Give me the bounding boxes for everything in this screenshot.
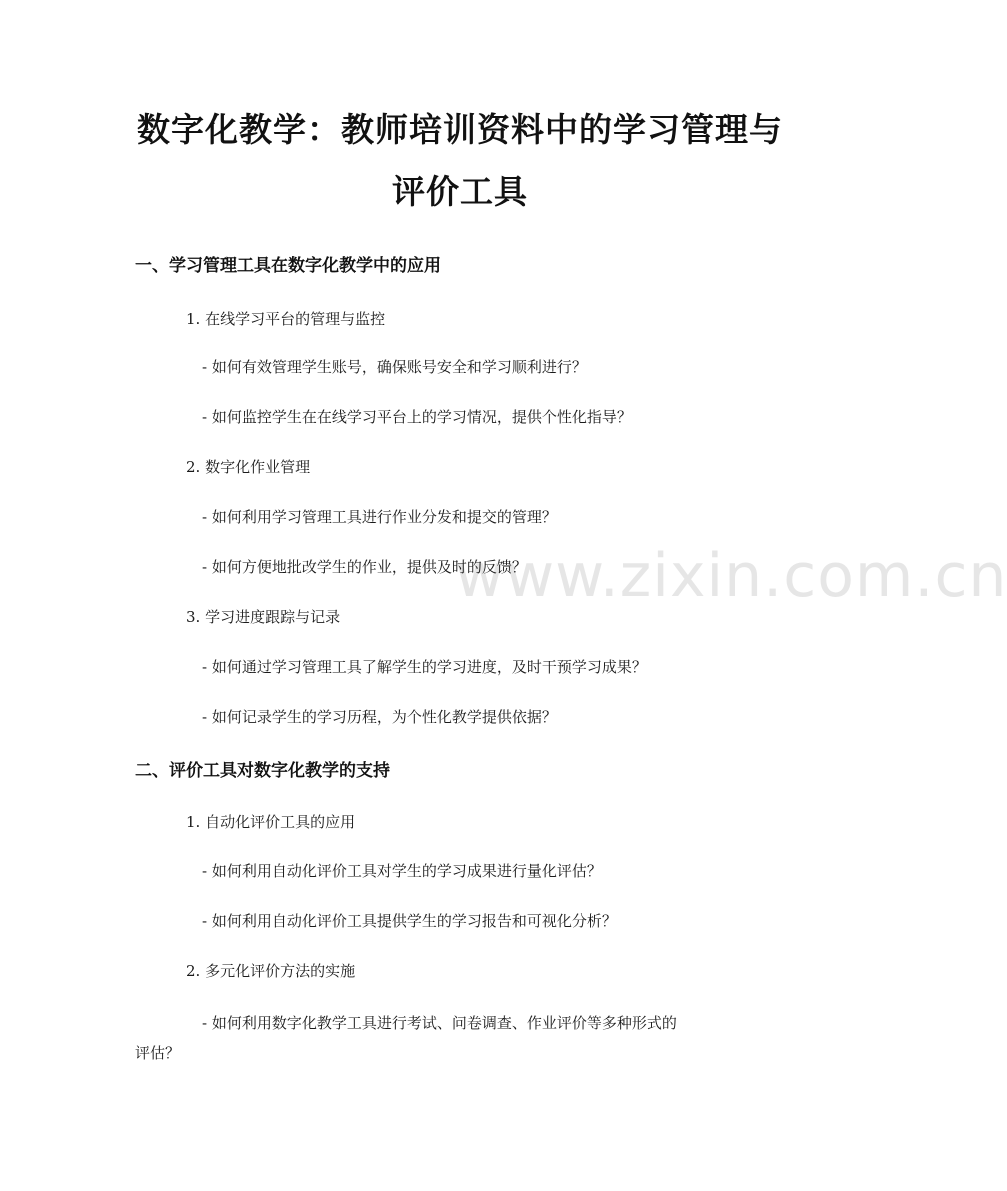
list-item: 2. 数字化作业管理 <box>186 458 311 476</box>
sub-item: - 如何方便地批改学生的作业，提供及时的反馈？ <box>202 558 527 576</box>
section-heading: 二、评价工具对数字化教学的支持 <box>135 761 390 781</box>
list-item: 2. 多元化评价方法的实施 <box>186 962 356 980</box>
sub-item: - 如何利用学习管理工具进行作业分发和提交的管理？ <box>202 508 557 526</box>
sub-item: - 如何监控学生在在线学习平台上的学习情况，提供个性化指导？ <box>202 408 632 426</box>
page-title-line-2: 评价工具 <box>392 172 528 211</box>
sub-item: - 如何利用自动化评价工具对学生的学习成果进行量化评估？ <box>202 862 602 880</box>
list-item: 3. 学习进度跟踪与记录 <box>186 608 341 626</box>
list-item: 1. 在线学习平台的管理与监控 <box>186 310 386 328</box>
sub-item: - 如何有效管理学生账号，确保账号安全和学习顺利进行？ <box>202 358 587 376</box>
watermark-text: www.zixin.com.cn <box>455 541 1007 611</box>
section-heading: 一、学习管理工具在数字化教学中的应用 <box>135 256 441 276</box>
list-item: 1. 自动化评价工具的应用 <box>186 813 356 831</box>
page-title-line-1: 数字化教学：教师培训资料中的学习管理与 <box>137 110 783 149</box>
sub-item: - 如何记录学生的学习历程，为个性化教学提供依据？ <box>202 708 557 726</box>
sub-item: - 如何通过学习管理工具了解学生的学习进度，及时干预学习成果？ <box>202 658 647 676</box>
sub-item-continuation: 评估？ <box>135 1044 181 1062</box>
sub-item: - 如何利用数字化教学工具进行考试、问卷调查、作业评价等多种形式的 <box>202 1014 677 1032</box>
sub-item: - 如何利用自动化评价工具提供学生的学习报告和可视化分析？ <box>202 912 617 930</box>
